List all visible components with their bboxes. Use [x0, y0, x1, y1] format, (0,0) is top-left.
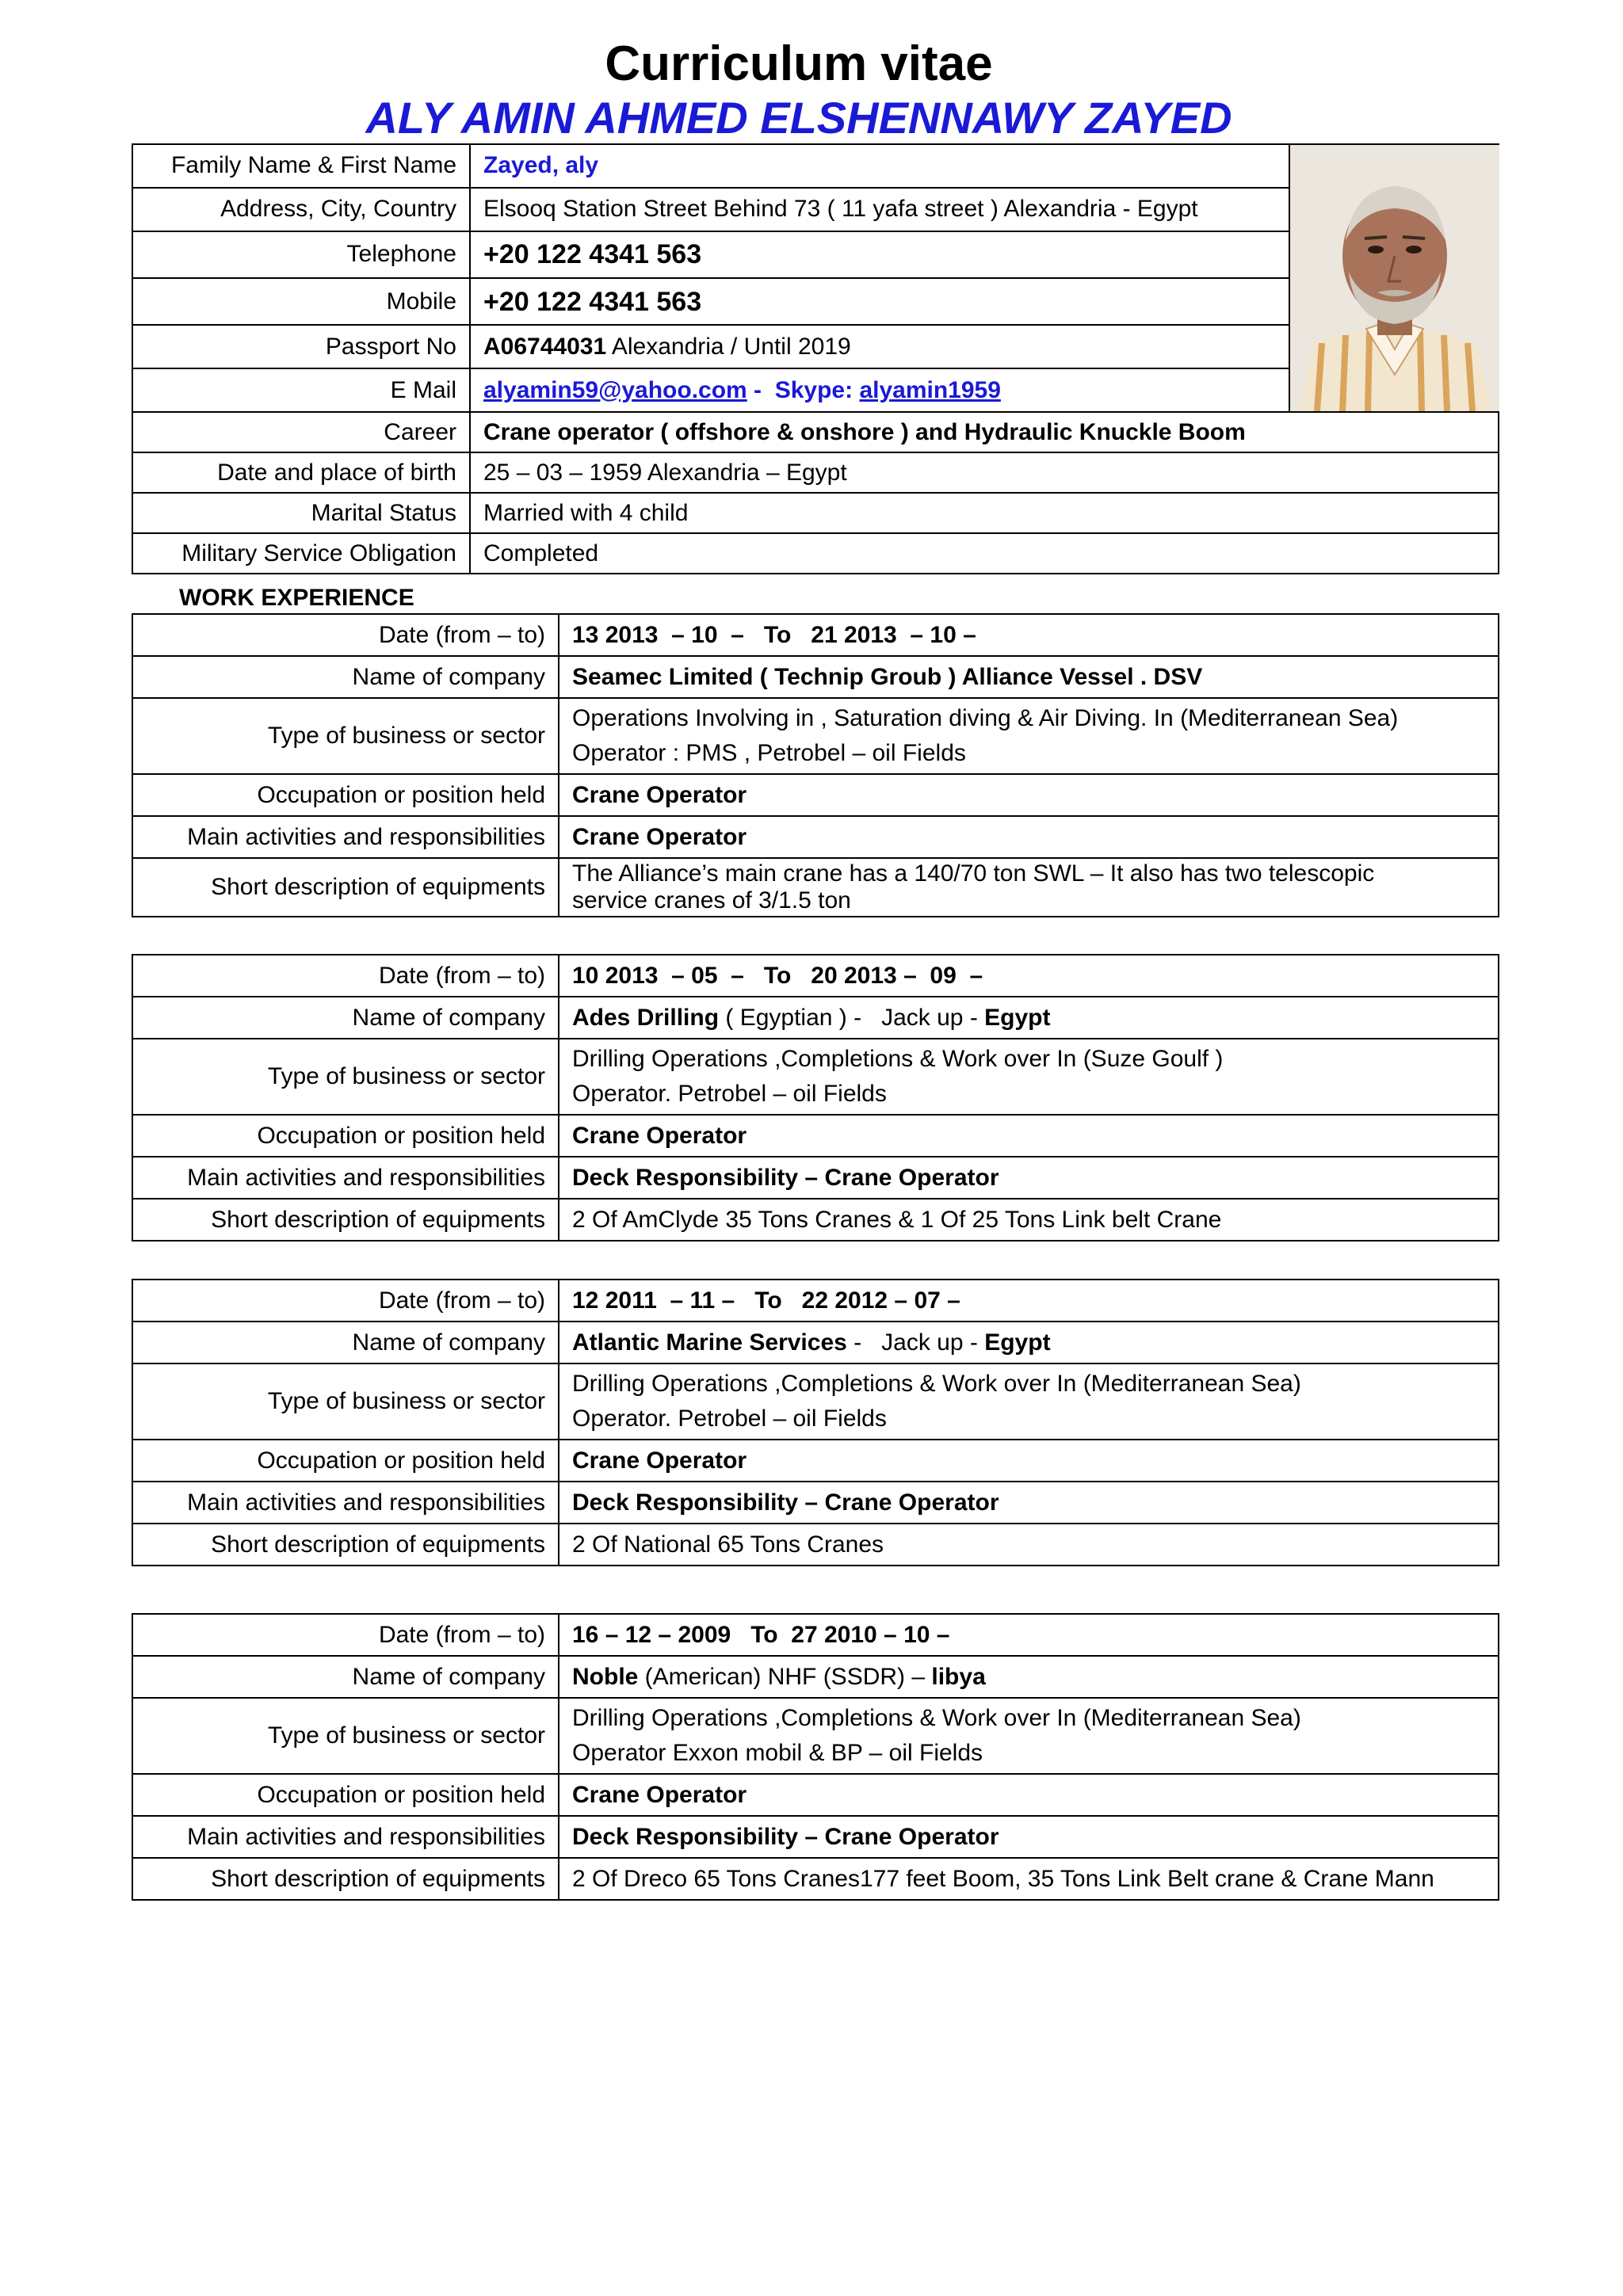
company-country: Egypt — [984, 1004, 1051, 1031]
value-occupation: Crane Operator — [559, 774, 1499, 816]
label-activities: Main activities and responsibilities — [132, 1816, 559, 1858]
value-business — [559, 698, 1499, 774]
row-business — [132, 1698, 1499, 1774]
label-company: Name of company — [132, 1322, 559, 1363]
value-company — [559, 1656, 1499, 1698]
value-family-name: Zayed, aly — [470, 144, 1289, 188]
label-address: Address, City, Country — [132, 188, 470, 231]
row-occupation — [132, 774, 1499, 816]
company-detail: (American) NHF (SSDR) – — [638, 1663, 932, 1690]
email-link[interactable]: alyamin59@yahoo.com — [483, 376, 747, 403]
row-date — [132, 1280, 1499, 1322]
label-activities: Main activities and responsibilities — [132, 1157, 559, 1199]
row-military — [132, 533, 1499, 574]
portrait-photo — [1290, 145, 1499, 411]
company-name: Atlantic Marine Services — [572, 1329, 847, 1356]
label-business: Type of business or sector — [132, 1039, 559, 1115]
label-military: Military Service Obligation — [132, 533, 470, 574]
value-equipment: 2 Of National 65 Tons Cranes — [559, 1524, 1499, 1566]
business-line-2: Operator. Petrobel – oil Fields — [572, 1081, 887, 1107]
job-table — [132, 954, 1499, 1241]
label-business: Type of business or sector — [132, 1698, 559, 1774]
job-table — [132, 1279, 1499, 1566]
label-telephone: Telephone — [132, 231, 470, 278]
value-activities: Deck Responsibility – Crane Operator — [559, 1157, 1499, 1199]
value-equipment: 2 Of AmClyde 35 Tons Cranes & 1 Of 25 Tons Link belt Crane — [559, 1199, 1499, 1241]
label-equipment: Short description of equipments — [132, 1524, 559, 1566]
company-name: Seamec Limited ( Technip Groub ) Alliance Vessel . DSV — [572, 663, 1203, 690]
email-separator: - — [747, 376, 775, 403]
row-birth — [132, 452, 1499, 493]
value-company — [559, 656, 1499, 698]
company-country: Egypt — [984, 1329, 1051, 1356]
value-occupation: Crane Operator — [559, 1115, 1499, 1157]
company-country: libya — [931, 1663, 986, 1690]
value-address: Elsooq Station Street Behind 73 ( 11 yafa street ) Alexandria - Egypt — [470, 188, 1289, 231]
row-equipment — [132, 1858, 1499, 1900]
label-date: Date (from – to) — [132, 955, 559, 997]
label-birth: Date and place of birth — [132, 452, 470, 493]
value-date: 13 2013 – 10 – To 21 2013 – 10 – — [559, 614, 1499, 656]
row-company — [132, 656, 1499, 698]
row-occupation — [132, 1774, 1499, 1816]
value-company — [559, 1322, 1499, 1363]
label-activities: Main activities and responsibilities — [132, 1482, 559, 1524]
value-marital: Married with 4 child — [470, 493, 1499, 533]
row-date — [132, 955, 1499, 997]
business-line-1: Drilling Operations ,Completions & Work over In (Mediterranean Sea) — [572, 1371, 1301, 1397]
value-activities: Deck Responsibility – Crane Operator — [559, 1816, 1499, 1858]
value-business — [559, 1363, 1499, 1440]
row-activities — [132, 1482, 1499, 1524]
business-line-2: Operator : PMS , Petrobel – oil Fields — [572, 740, 966, 766]
job-table — [132, 1613, 1499, 1901]
label-occupation: Occupation or position held — [132, 1774, 559, 1816]
label-career: Career — [132, 412, 470, 452]
row-occupation — [132, 1115, 1499, 1157]
page-title: Curriculum vitae — [605, 36, 993, 91]
company-detail: ( Egyptian ) - Jack up - — [719, 1004, 985, 1031]
value-date: 12 2011 – 11 – To 22 2012 – 07 – — [559, 1280, 1499, 1322]
label-activities: Main activities and responsibilities — [132, 816, 559, 858]
business-line-1: Drilling Operations ,Completions & Work over In (Mediterranean Sea) — [572, 1705, 1301, 1731]
value-company — [559, 997, 1499, 1039]
label-company: Name of company — [132, 656, 559, 698]
value-business — [559, 1698, 1499, 1774]
row-business — [132, 1039, 1499, 1115]
row-equipment — [132, 1199, 1499, 1241]
row-activities — [132, 1816, 1499, 1858]
value-activities: Deck Responsibility – Crane Operator — [559, 1482, 1499, 1524]
row-equipment — [132, 1524, 1499, 1566]
equipment-line-1: The Alliance’s main crane has a 140/70 ton SWL – It also has two telescopic — [572, 860, 1375, 887]
label-occupation: Occupation or position held — [132, 1115, 559, 1157]
label-date: Date (from – to) — [132, 1614, 559, 1656]
row-business — [132, 698, 1499, 774]
value-career: Crane operator ( offshore & onshore ) and Hydraulic Knuckle Boom — [470, 412, 1499, 452]
company-name: Noble — [572, 1663, 639, 1690]
business-line-2: Operator Exxon mobil & BP – oil Fields — [572, 1740, 983, 1766]
value-equipment — [559, 858, 1499, 917]
row-company — [132, 1322, 1499, 1363]
label-email: E Mail — [132, 368, 470, 412]
business-line-1: Operations Involving in , Saturation diving & Air Diving. In (Mediterranean Sea) — [572, 705, 1399, 731]
company-name: Ades Drilling — [572, 1004, 720, 1031]
business-line-2: Operator. Petrobel – oil Fields — [572, 1405, 887, 1432]
skype-link[interactable]: alyamin1959 — [859, 376, 1001, 403]
company-detail: - Jack up - — [846, 1329, 985, 1356]
label-business: Type of business or sector — [132, 1363, 559, 1440]
label-company: Name of company — [132, 1656, 559, 1698]
row-activities — [132, 1157, 1499, 1199]
label-family-name: Family Name & First Name — [132, 144, 470, 188]
skype-label: Skype: — [774, 376, 860, 403]
job-table — [132, 613, 1499, 917]
candidate-name: ALY AMIN AHMED ELSHENNAWY ZAYED — [365, 93, 1232, 143]
value-mobile: +20 122 4341 563 — [470, 278, 1289, 325]
label-date: Date (from – to) — [132, 1280, 559, 1322]
row-date — [132, 1614, 1499, 1656]
row-career — [132, 412, 1499, 452]
photo-cell — [1289, 144, 1499, 412]
value-telephone: +20 122 4341 563 — [470, 231, 1289, 278]
label-equipment: Short description of equipments — [132, 1199, 559, 1241]
label-passport: Passport No — [132, 325, 470, 368]
value-occupation: Crane Operator — [559, 1440, 1499, 1482]
label-marital: Marital Status — [132, 493, 470, 533]
row-company — [132, 997, 1499, 1039]
row-marital — [132, 493, 1499, 533]
row-company — [132, 1656, 1499, 1698]
label-company: Name of company — [132, 997, 559, 1039]
work-experience-heading: WORK EXPERIENCE — [179, 585, 414, 611]
value-date: 16 – 12 – 2009 To 27 2010 – 10 – — [559, 1614, 1499, 1656]
label-equipment: Short description of equipments — [132, 858, 559, 917]
passport-number: A06744031 — [483, 333, 607, 360]
label-occupation: Occupation or position held — [132, 1440, 559, 1482]
row-activities — [132, 816, 1499, 858]
value-military: Completed — [470, 533, 1499, 574]
label-equipment: Short description of equipments — [132, 1858, 559, 1900]
value-equipment: 2 Of Dreco 65 Tons Cranes177 feet Boom, 35 Tons Link Belt crane & Crane Mann — [559, 1858, 1499, 1900]
row-business — [132, 1363, 1499, 1440]
row-occupation — [132, 1440, 1499, 1482]
personal-info-table — [132, 143, 1499, 574]
equipment-line-2: service cranes of 3/1.5 ton — [572, 887, 851, 913]
passport-detail: Alexandria / Until 2019 — [606, 333, 851, 360]
value-date: 10 2013 – 05 – To 20 2013 – 09 – — [559, 955, 1499, 997]
label-business: Type of business or sector — [132, 698, 559, 774]
row-equipment — [132, 858, 1499, 917]
business-line-1: Drilling Operations ,Completions & Work over In (Suze Goulf ) — [572, 1046, 1224, 1072]
row-date — [132, 614, 1499, 656]
value-email — [470, 368, 1289, 412]
value-passport — [470, 325, 1289, 368]
row-family-name — [132, 144, 1499, 188]
label-occupation: Occupation or position held — [132, 774, 559, 816]
value-occupation: Crane Operator — [559, 1774, 1499, 1816]
value-business — [559, 1039, 1499, 1115]
value-birth: 25 – 03 – 1959 Alexandria – Egypt — [470, 452, 1499, 493]
label-date: Date (from – to) — [132, 614, 559, 656]
label-mobile: Mobile — [132, 278, 470, 325]
value-activities: Crane Operator — [559, 816, 1499, 858]
